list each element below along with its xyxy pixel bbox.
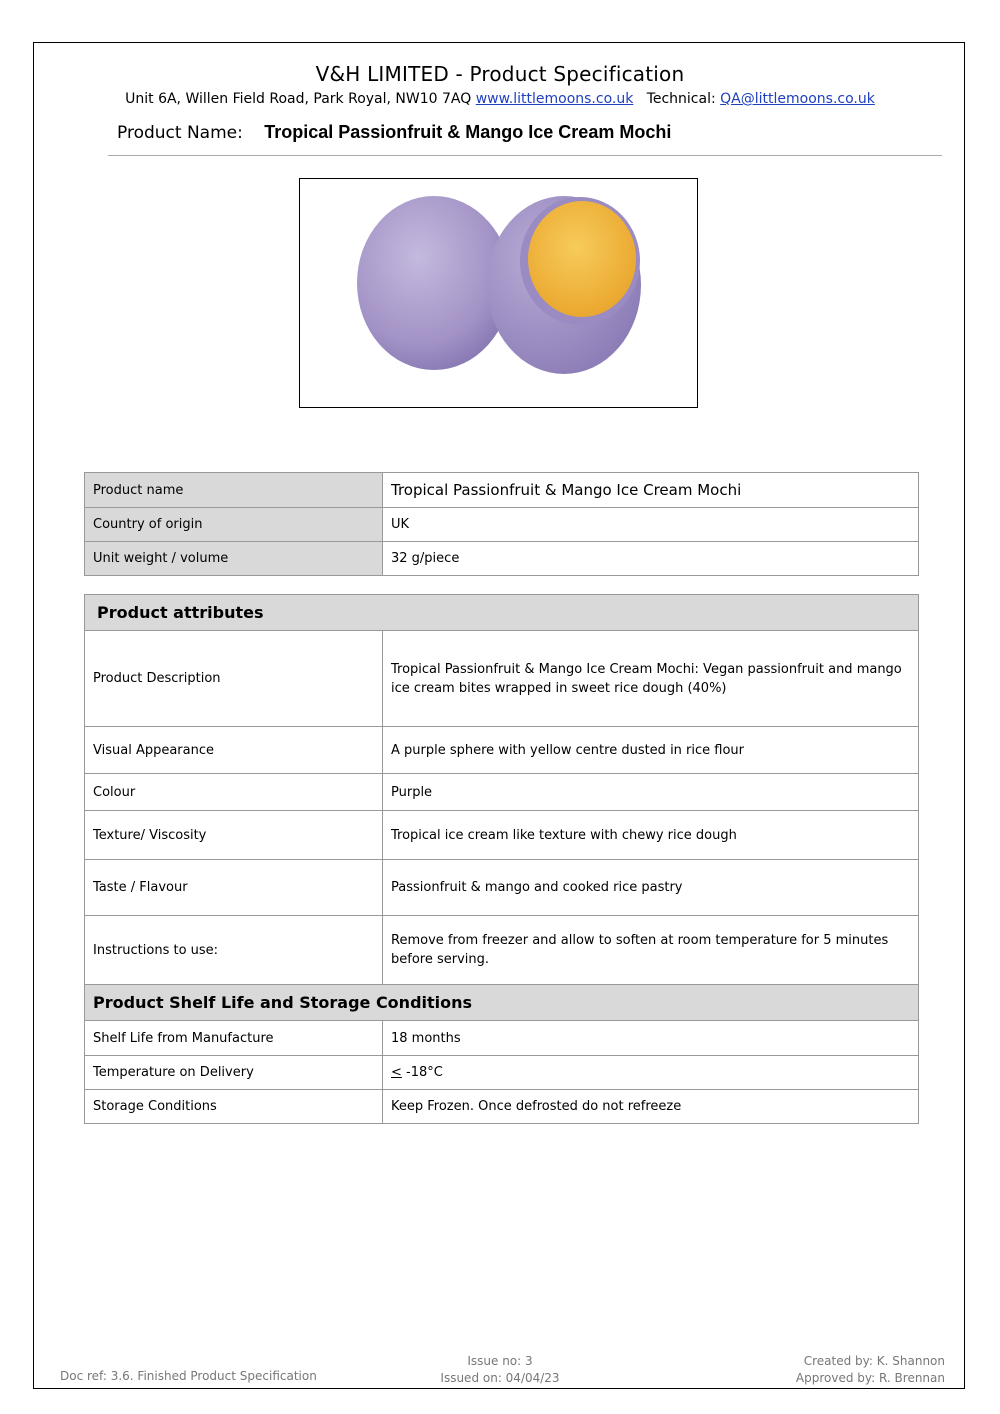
table-row [85, 1056, 919, 1090]
shelf-life-value: Keep Frozen. Once defrosted do not refreeze [383, 1090, 919, 1124]
attribute-label: Instructions to use: [85, 916, 383, 985]
section-header-row [85, 595, 919, 631]
attribute-label: Texture/ Viscosity [85, 811, 383, 860]
attributes-table [84, 594, 919, 985]
shelf-life-label: Temperature on Delivery [85, 1056, 383, 1090]
mochi-illustration [300, 179, 697, 407]
table-row [85, 1021, 919, 1056]
attribute-label: Visual Appearance [85, 727, 383, 774]
technical-label: Technical: [646, 91, 716, 107]
summary-value: 32 g/piece [383, 542, 919, 576]
attribute-value: Tropical ice cream like texture with chewy rice dough [383, 811, 919, 860]
table-row [85, 860, 919, 916]
product-name-label: Product Name: [117, 123, 243, 143]
table-row [85, 631, 919, 727]
product-image [299, 178, 698, 408]
table-row [85, 774, 919, 811]
footer-issued-on: Issued on: 04/04/23 [440, 1371, 560, 1385]
shelf-life-value: 18 months [383, 1021, 919, 1056]
shelf-life-label: Storage Conditions [85, 1090, 383, 1124]
product-name-value: Tropical Passionfruit & Mango Ice Cream Mochi [264, 122, 672, 142]
attribute-value: A purple sphere with yellow centre dusted in rice flour [383, 727, 919, 774]
attributes-heading: Product attributes [85, 595, 919, 631]
website-link[interactable]: www.littlemoons.co.uk [475, 91, 634, 107]
shelf-life-table [84, 984, 919, 1124]
attribute-label: Taste / Flavour [85, 860, 383, 916]
footer-created-by: Created by: K. Shannon [803, 1354, 945, 1368]
table-row [85, 542, 919, 576]
table-row [85, 811, 919, 860]
summary-value: Tropical Passionfruit & Mango Ice Cream Mochi [383, 473, 919, 508]
table-row [85, 727, 919, 774]
attribute-value: Tropical Passionfruit & Mango Ice Cream Mochi: Vegan passionfruit and mango ice cream bites wrapped in sweet rice dough (40%) [383, 631, 919, 727]
shelf-life-heading: Product Shelf Life and Storage Conditions [85, 985, 919, 1021]
company-address-line [0, 91, 1000, 107]
technical-email-link[interactable]: QA@littlemoons.co.uk [720, 91, 875, 107]
table-row [85, 473, 919, 508]
summary-label: Unit weight / volume [85, 542, 383, 576]
summary-label: Product name [85, 473, 383, 508]
attribute-value: Purple [383, 774, 919, 811]
attribute-value: Remove from freezer and allow to soften at room temperature for 5 minutes before serving. [383, 916, 919, 985]
footer-authors [796, 1353, 945, 1387]
header-divider [108, 155, 942, 156]
company-address: Unit 6A, Willen Field Road, Park Royal, NW10 7AQ [125, 91, 472, 107]
summary-value: UK [383, 508, 919, 542]
shelf-life-value [383, 1056, 919, 1090]
shelf-life-label: Shelf Life from Manufacture [85, 1021, 383, 1056]
ice-cream-centre [528, 201, 636, 317]
attribute-label: Product Description [85, 631, 383, 727]
document-title: V&H LIMITED - Product Specification [315, 62, 685, 86]
footer-approved-by: Approved by: R. Brennan [795, 1371, 945, 1385]
summary-table [84, 472, 919, 576]
temperature-value: -18°C [401, 1065, 443, 1080]
summary-label: Country of origin [85, 508, 383, 542]
product-name-heading [117, 122, 671, 143]
footer-doc-ref: Doc ref: 3.6. Finished Product Specification [60, 1369, 317, 1383]
footer-issue-no: Issue no: 3 [467, 1354, 533, 1368]
temperature-symbol: < [391, 1065, 402, 1080]
section-header-row [85, 985, 919, 1021]
table-row [85, 916, 919, 985]
table-row [85, 508, 919, 542]
footer-issue-info [400, 1353, 600, 1387]
attribute-value: Passionfruit & mango and cooked rice pastry [383, 860, 919, 916]
attribute-label: Colour [85, 774, 383, 811]
table-row [85, 1090, 919, 1124]
